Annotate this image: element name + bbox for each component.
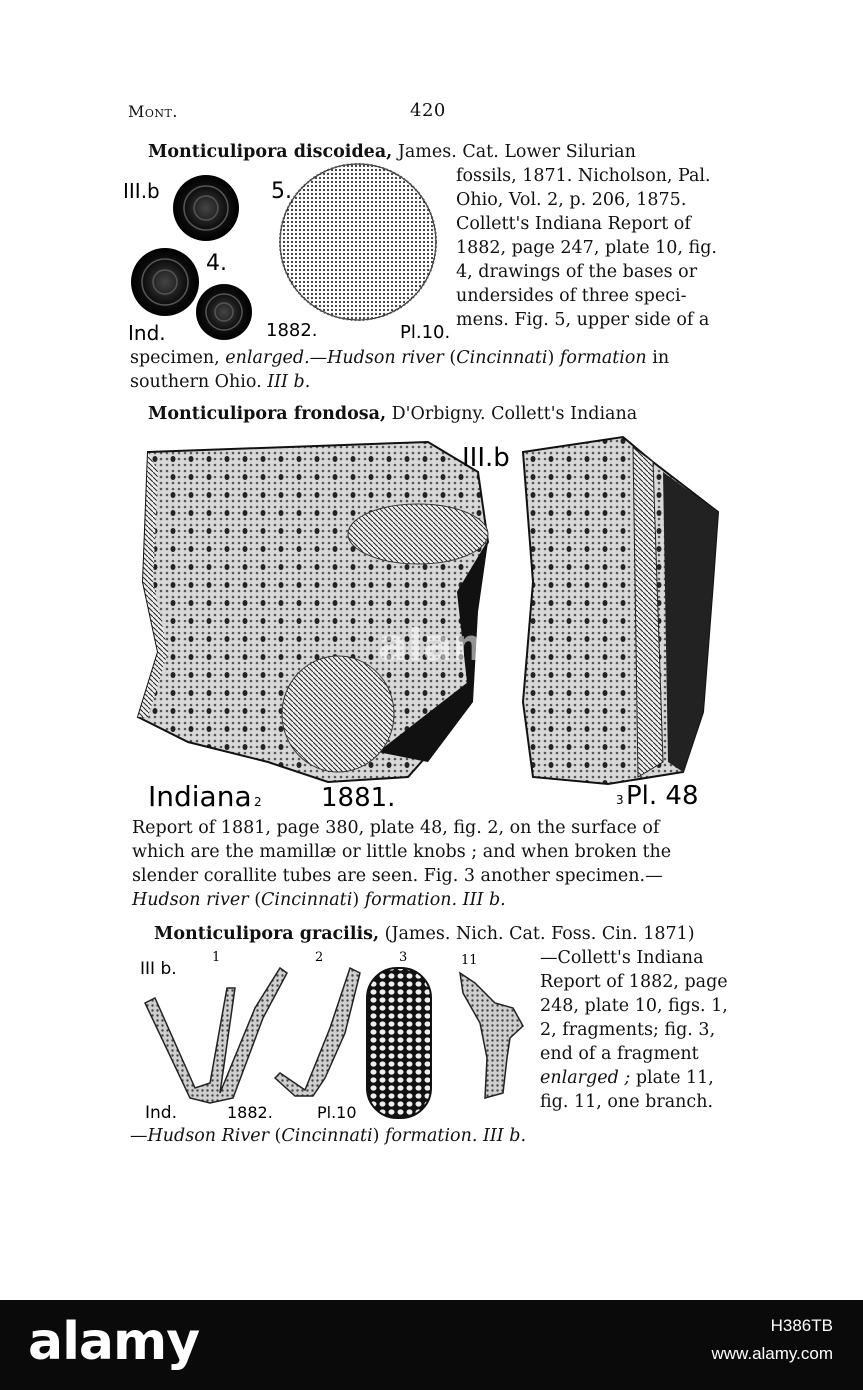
disc-specimen-top bbox=[173, 175, 239, 241]
entry3-right-line-7: fig. 11, one branch. bbox=[540, 1092, 714, 1112]
entry3-right-line-2: Report of 1882, page bbox=[540, 972, 728, 992]
entry1-line-6: undersides of three speci- bbox=[456, 286, 687, 306]
frondosa-specimen-2 bbox=[138, 442, 488, 782]
entry1-line-7: mens. Fig. 5, upper side of a bbox=[456, 310, 710, 330]
fig3-label-11: 11 bbox=[461, 953, 478, 968]
entry1-line-0: Monticulipora discoidea, James. Cat. Lower Silurian bbox=[148, 142, 636, 162]
entry1-line-4: 1882, page 247, plate 10, fig. bbox=[456, 238, 717, 258]
fig3-label-2: 2 bbox=[315, 950, 324, 965]
fig2-label-iiib: III.b bbox=[462, 443, 510, 473]
watermark-url: www.alamy.com bbox=[711, 1344, 833, 1363]
image-id: H386TB bbox=[770, 1316, 833, 1335]
entry2-line-1: Report of 1881, page 380, plate 48, fig. 2, on the surface of bbox=[132, 818, 660, 838]
entry3-right-line-1: —Collett's Indiana bbox=[540, 948, 704, 968]
entry2-line-3: slender corallite tubes are seen. Fig. 3 another specimen.— bbox=[132, 866, 663, 886]
fig1-label-4: 4. bbox=[206, 251, 227, 276]
entry3-right-line-5: end of a fragment bbox=[540, 1044, 699, 1064]
entry1-line-5: 4, drawings of the bases or bbox=[456, 262, 698, 282]
gracilis-figure bbox=[135, 948, 535, 1123]
entry2-line-2: which are the mamillæ or little knobs ; and when broken the bbox=[132, 842, 672, 862]
fig3-label-year: 1882. bbox=[227, 1103, 273, 1122]
entry1-line-2: Ohio, Vol. 2, p. 206, 1875. bbox=[456, 190, 687, 210]
entry3-title: Monticulipora gracilis, bbox=[154, 924, 380, 944]
entry3-right-line-6: enlarged ; plate 11, bbox=[540, 1068, 714, 1088]
entry3-last-line: —Hudson River (Cincinnati) formation. III b. bbox=[130, 1126, 527, 1146]
frondosa-specimen-3 bbox=[523, 437, 718, 784]
fig1-label-ind: Ind. bbox=[128, 321, 166, 345]
fig3-label-1: 1 bbox=[212, 950, 221, 965]
gracilis-branch-11 bbox=[460, 973, 523, 1098]
fig2-label-year: 1881. bbox=[321, 783, 396, 812]
entry3-right-line-4: 2, fragments; fig. 3, bbox=[540, 1020, 716, 1040]
fig2-label-plate: Pl. 48 bbox=[626, 781, 699, 811]
page-number: 420 bbox=[410, 100, 446, 121]
watermark-center: alamy bbox=[378, 620, 527, 671]
fig1-label-5: 5. bbox=[271, 179, 292, 204]
entry1-tail-line-2: southern Ohio. III b. bbox=[130, 372, 311, 392]
gracilis-fragment-2 bbox=[275, 968, 360, 1096]
discoidea-figure bbox=[118, 160, 456, 345]
fig3-label-3: 3 bbox=[399, 950, 408, 965]
fig1-label-iiib: III.b bbox=[123, 179, 160, 203]
entry1-tail-line-1: specimen, enlarged.—Hudson river (Cincinnati) formation in bbox=[130, 348, 670, 368]
fig2-label-sub2: 2 bbox=[254, 795, 262, 809]
fig3-label-plate: Pl.10 bbox=[317, 1103, 357, 1122]
entry2-title: Monticulipora frondosa, bbox=[148, 404, 387, 424]
entry3-right-line-3: 248, plate 10, figs. 1, bbox=[540, 996, 728, 1016]
disc-specimen-left bbox=[131, 248, 199, 316]
disc-specimen-bottom bbox=[196, 284, 252, 340]
running-head: Mont. bbox=[128, 102, 178, 121]
alamy-logo: alamy bbox=[28, 1312, 200, 1372]
fig2-label-sub3: 3 bbox=[616, 793, 624, 807]
fig3-label-iiib: III b. bbox=[140, 959, 177, 979]
entry2-line-4: Hudson river (Cincinnati) formation. III b. bbox=[132, 890, 506, 910]
entry1-line-1: fossils, 1871. Nicholson, Pal. bbox=[456, 166, 711, 186]
disc-enlarged-upper-side bbox=[280, 164, 436, 320]
entry1-line-3: Collett's Indiana Report of bbox=[456, 214, 691, 234]
entry2-title-line: Monticulipora frondosa, D'Orbigny. Collett's Indiana bbox=[148, 404, 638, 424]
fig2-label-indiana: Indiana bbox=[148, 780, 252, 812]
gracilis-fragment-1 bbox=[145, 968, 287, 1103]
fig1-label-plate: Pl.10. bbox=[400, 322, 451, 343]
fig3-label-ind: Ind. bbox=[145, 1103, 177, 1123]
gracilis-fragment-3-enlarged bbox=[367, 968, 431, 1118]
entry1-title: Monticulipora discoidea, bbox=[148, 142, 393, 162]
entry3-title-line: Monticulipora gracilis, (James. Nich. Cat. Foss. Cin. 1871) bbox=[154, 924, 695, 944]
fig1-label-year: 1882. bbox=[266, 320, 318, 341]
